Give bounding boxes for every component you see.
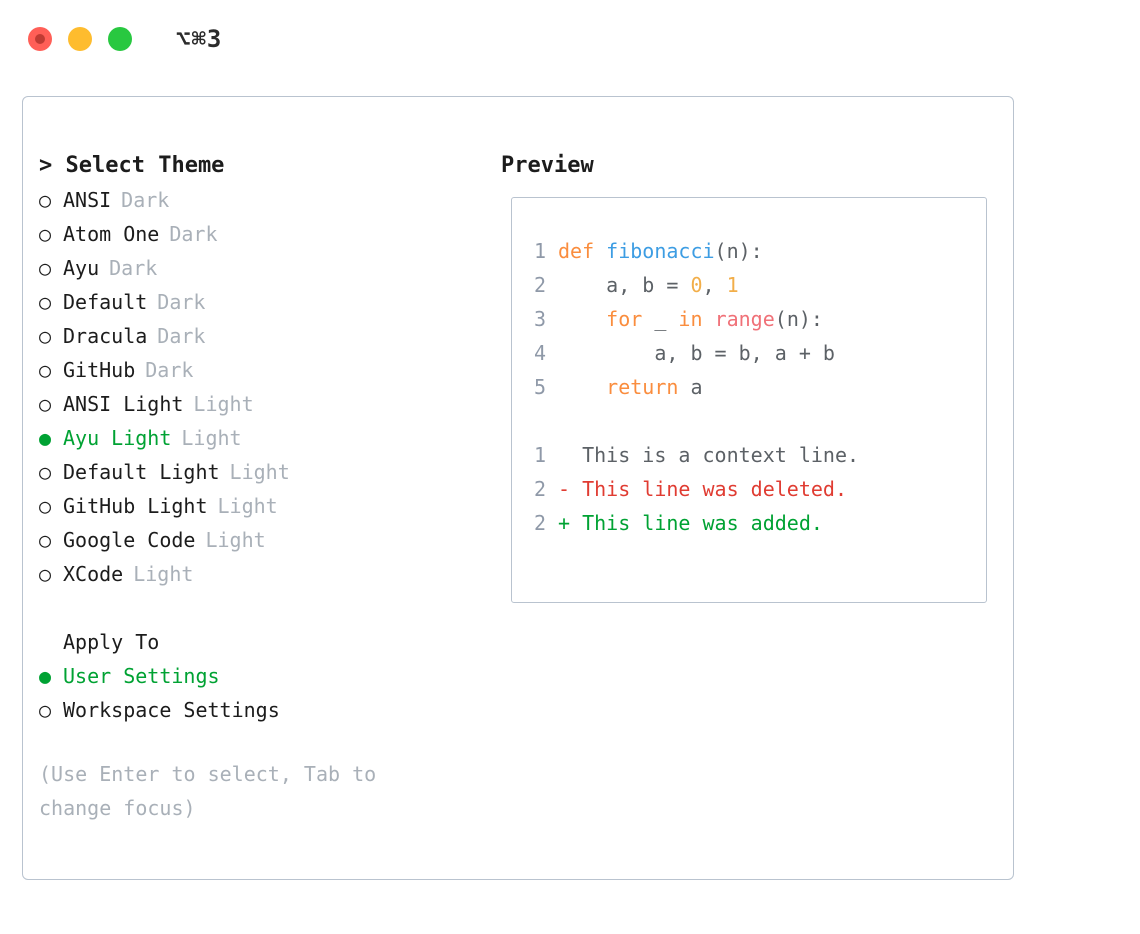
code-token-plain: , xyxy=(702,273,727,297)
select-theme-prompt: > Select Theme xyxy=(39,153,225,178)
theme-label: Default xyxy=(63,290,148,314)
radio-icon: ○ xyxy=(39,698,52,722)
line-number: 5 xyxy=(533,375,546,399)
code-token-plain: a, b = xyxy=(558,273,691,297)
code-token-plain: (n): xyxy=(714,239,763,263)
theme-option-atom-one[interactable] xyxy=(39,217,479,251)
theme-label: Ayu Light xyxy=(63,426,172,450)
list-spacer xyxy=(39,591,479,625)
theme-tag: Dark xyxy=(157,290,206,314)
line-number: 3 xyxy=(533,307,546,331)
keyboard-hint: (Use Enter to select, Tab to change focus) xyxy=(39,762,377,820)
theme-label: ANSI xyxy=(63,188,112,212)
radio-icon-selected: ● xyxy=(39,664,52,688)
theme-label: GitHub Light xyxy=(63,494,208,518)
code-token-builtin: range xyxy=(714,307,775,331)
code-line xyxy=(512,336,986,370)
apply-to-heading: Apply To xyxy=(63,630,160,654)
theme-option-xcode[interactable] xyxy=(39,557,479,591)
theme-label: GitHub xyxy=(63,358,136,382)
code-token-number: 1 xyxy=(726,273,739,297)
code-token-plain xyxy=(558,375,606,399)
theme-tag: Dark xyxy=(157,324,206,348)
theme-tag: Dark xyxy=(121,188,170,212)
code-token-function: fibonacci xyxy=(606,239,715,263)
code-token-number: 0 xyxy=(690,273,703,297)
zoom-button[interactable] xyxy=(108,27,132,51)
preview-box xyxy=(511,197,987,603)
theme-option-ansi-light[interactable] xyxy=(39,387,479,421)
diff-marker xyxy=(558,438,582,472)
code-text xyxy=(558,302,823,336)
theme-label: ANSI Light xyxy=(63,392,184,416)
radio-icon-selected: ● xyxy=(39,426,52,450)
diff-text: This line was deleted. xyxy=(582,477,847,501)
code-text xyxy=(558,336,835,370)
theme-label: Atom One xyxy=(63,222,160,246)
theme-option-google-code[interactable] xyxy=(39,523,479,557)
theme-tag: Dark xyxy=(145,358,194,382)
theme-label: Default Light xyxy=(63,460,220,484)
theme-tag: Light xyxy=(133,562,194,586)
code-token-keyword: in xyxy=(678,307,703,331)
theme-option-dracula[interactable] xyxy=(39,319,479,353)
apply-to-list[interactable] xyxy=(39,659,479,727)
theme-tag: Light xyxy=(181,426,242,450)
diff-gap xyxy=(512,404,986,438)
radio-icon: ○ xyxy=(39,460,52,484)
apply-to-user-settings[interactable] xyxy=(39,659,479,693)
preview-title: Preview xyxy=(501,153,594,178)
line-number: 1 xyxy=(533,239,546,263)
diff-text: This line was added. xyxy=(582,511,823,535)
radio-icon: ○ xyxy=(39,222,52,246)
radio-icon: ○ xyxy=(39,392,52,416)
theme-tag: Light xyxy=(217,494,278,518)
code-line xyxy=(512,268,986,302)
theme-tag: Light xyxy=(193,392,254,416)
radio-icon: ○ xyxy=(39,290,52,314)
theme-option-default-light[interactable] xyxy=(39,455,479,489)
line-number: 2 xyxy=(533,511,546,535)
theme-label: Google Code xyxy=(63,528,196,552)
diff-marker: - xyxy=(558,477,583,501)
code-text xyxy=(558,268,739,302)
apply-to-workspace-settings[interactable] xyxy=(39,693,479,727)
diff-text: This is a context line. xyxy=(582,443,860,467)
diff-line-deleted xyxy=(512,472,986,506)
theme-option-github[interactable] xyxy=(39,353,479,387)
code-text xyxy=(558,234,763,268)
theme-tag: Light xyxy=(229,460,290,484)
preview-column xyxy=(501,149,1001,535)
code-token-keyword: def xyxy=(558,239,607,263)
theme-option-ayu[interactable] xyxy=(39,251,479,285)
code-line xyxy=(512,234,986,268)
theme-tag: Dark xyxy=(109,256,158,280)
theme-option-ayu-light[interactable] xyxy=(39,421,479,455)
code-token-plain: _ xyxy=(642,307,679,331)
radio-icon: ○ xyxy=(39,528,52,552)
code-token-plain: (n): xyxy=(774,307,823,331)
diff-marker: + xyxy=(558,511,583,535)
theme-selector-column xyxy=(39,149,479,825)
theme-option-default[interactable] xyxy=(39,285,479,319)
code-token-plain xyxy=(558,307,606,331)
radio-icon: ○ xyxy=(39,494,52,518)
code-token-keyword: return xyxy=(606,375,679,399)
code-line xyxy=(512,370,986,404)
line-number: 2 xyxy=(533,273,546,297)
main-panel xyxy=(22,96,1014,880)
theme-label: XCode xyxy=(63,562,124,586)
radio-icon: ○ xyxy=(39,256,52,280)
close-button[interactable] xyxy=(28,27,52,51)
radio-icon: ○ xyxy=(39,188,52,212)
code-text xyxy=(558,370,703,404)
theme-tag: Dark xyxy=(169,222,218,246)
code-token-plain xyxy=(703,307,715,331)
code-line xyxy=(512,302,986,336)
theme-tag: Light xyxy=(205,528,266,552)
apply-to-label: User Settings xyxy=(63,664,220,688)
code-token-keyword: for xyxy=(606,307,643,331)
radio-icon: ○ xyxy=(39,358,52,382)
theme-label: Dracula xyxy=(63,324,148,348)
line-number: 1 xyxy=(533,443,546,467)
title-bar xyxy=(0,0,1140,78)
theme-option-github-light[interactable] xyxy=(39,489,479,523)
line-number: 4 xyxy=(533,341,546,365)
radio-icon: ○ xyxy=(39,324,52,348)
theme-label: Ayu xyxy=(63,256,100,280)
theme-option-ansi[interactable] xyxy=(39,183,479,217)
diff-line-added xyxy=(512,506,986,540)
code-token-plain: a, b = b, a + b xyxy=(558,341,835,365)
line-number: 2 xyxy=(533,477,546,501)
code-token-plain: a xyxy=(678,375,703,399)
minimize-button[interactable] xyxy=(68,27,92,51)
theme-list[interactable] xyxy=(39,183,479,591)
diff-line-context xyxy=(512,438,986,472)
radio-icon: ○ xyxy=(39,562,52,586)
window-shortcut-label: ⌥⌘3 xyxy=(176,25,223,53)
apply-to-label: Workspace Settings xyxy=(63,698,280,722)
